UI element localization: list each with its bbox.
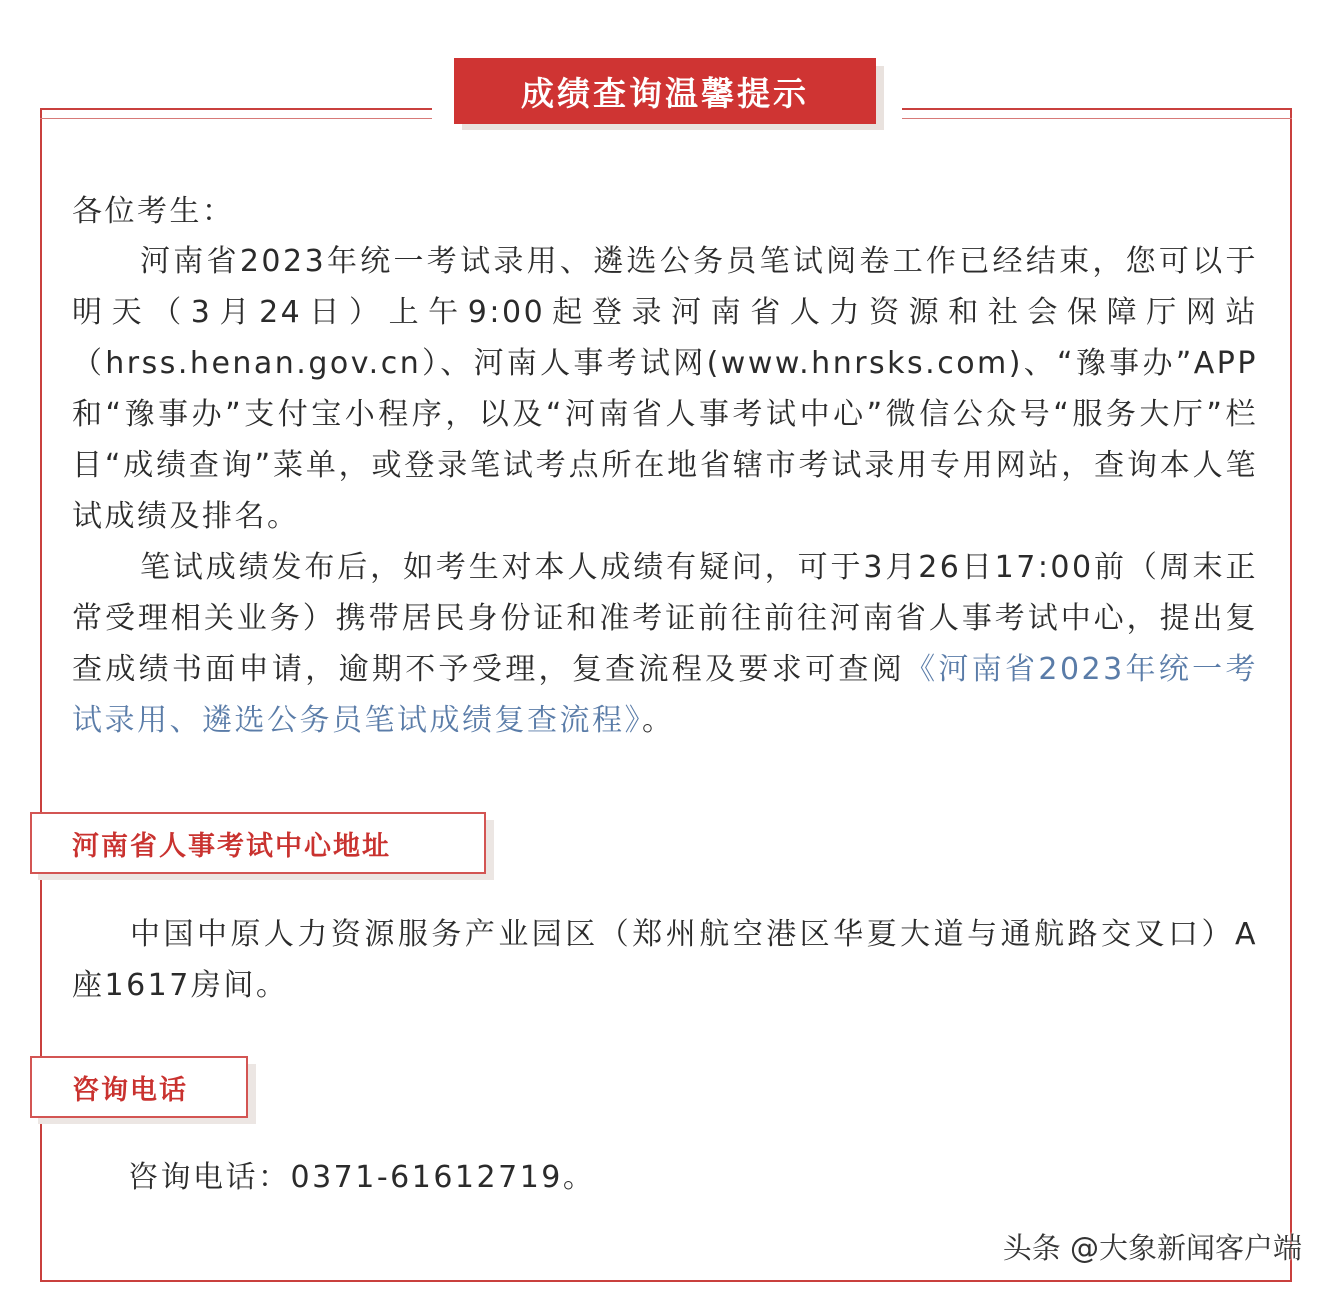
address-heading: 河南省人事考试中心地址 <box>30 812 486 874</box>
phone-heading: 咨询电话 <box>30 1056 248 1118</box>
review-process-link[interactable]: 《河南省2023年统一考试录用、遴选公务员笔试成绩复查流程》 <box>72 652 1258 738</box>
notice-title: 成绩查询温馨提示 <box>454 58 876 124</box>
paragraph-query-info: 河南省2023年统一考试录用、遴选公务员笔试阅卷工作已经结束，您可以于明天（3月24日）上午9:00起登录河南省人力资源和社会保障厅网站（hrss.henan.gov.cn）、河南人事考试网(www.hnrsks.com)、“豫事办”APP和“豫事办”支付宝小程序，以及“河南省人事考试中心”微信公众号“服务大厅”栏目“成绩查询”菜单，或登录笔试考点所在地省辖市考试录用专用网站，查询本人笔试成绩及排名。 <box>72 244 1258 534</box>
source-watermark: 头条 @大象新闻客户端 <box>1002 1231 1302 1265</box>
greeting: 各位考生： <box>72 194 235 229</box>
phone-text: 咨询电话：0371-61612719。 <box>128 1160 596 1195</box>
address-text: 中国中原人力资源服务产业园区（郑州航空港区华夏大道与通航路交叉口）A座1617房间。 <box>72 917 1258 1003</box>
paragraph-review-end: 。 <box>642 703 675 738</box>
paragraph-review-info <box>72 542 1258 746</box>
paragraph-review-text: 笔试成绩发布后，如考生对本人成绩有疑问，可于3月26日17:00前（周末正常受理相关业务）携带居民身份证和准考证前往前往河南省人事考试中心，提出复查成绩书面申请，逾期不予受理，复查流程及要求可查阅 <box>72 550 1258 687</box>
